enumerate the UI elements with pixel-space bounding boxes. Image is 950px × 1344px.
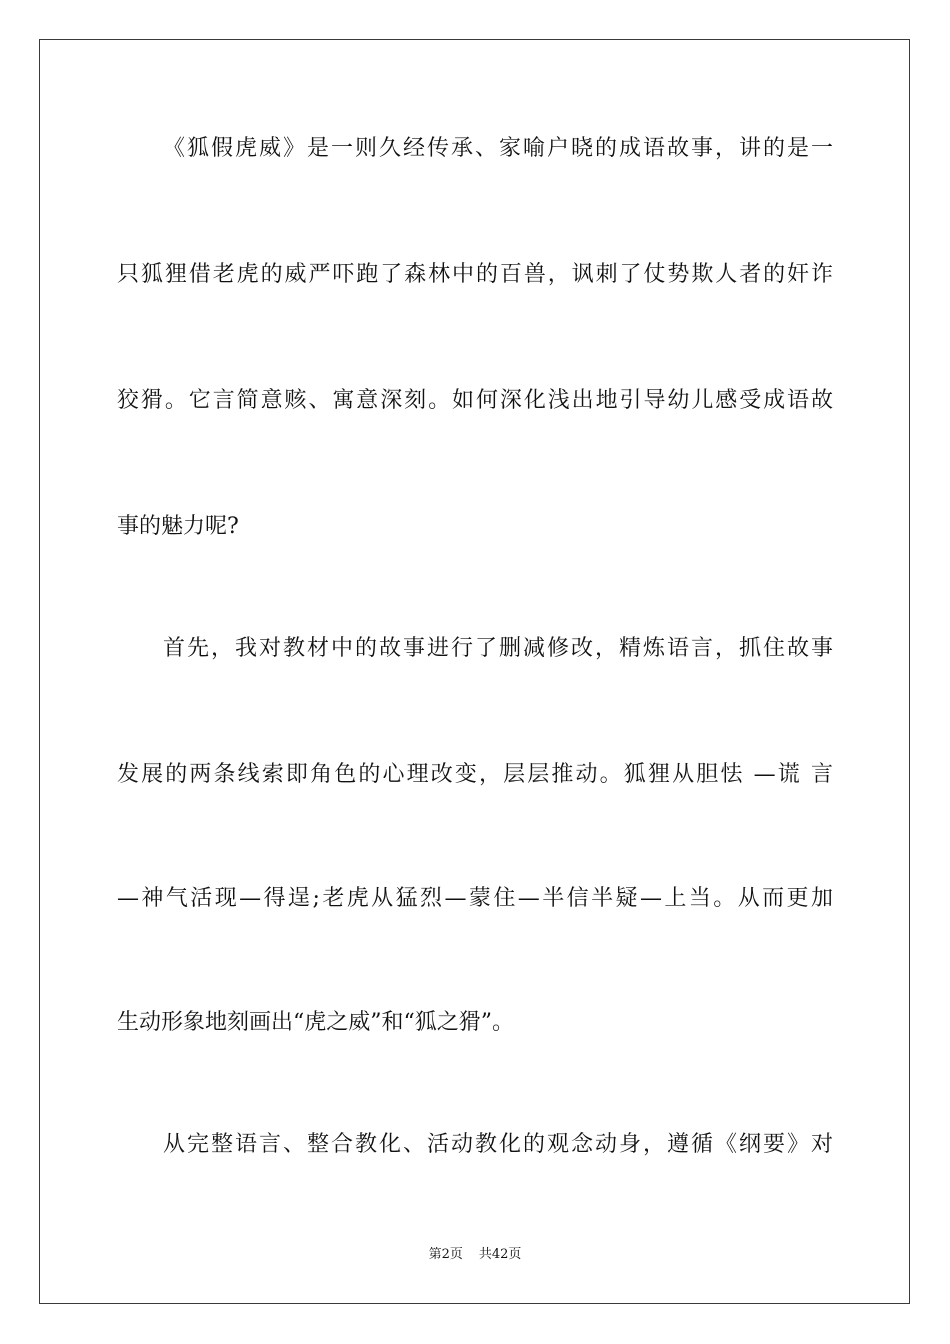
text-line-9: 从完整语言、整合教化、活动教化的观念动身，遵循《纲要》对 [163, 1132, 833, 1157]
text-line-5: 首先，我对教材中的故事进行了删减修改，精炼语言，抓住故事 [163, 636, 833, 661]
text-line-3: 狡猾。它言简意赅、寓意深刻。如何深化浅出地引导幼儿感受成语故 [117, 388, 833, 413]
page-border [39, 39, 910, 1304]
text-line-7: —神气活现—得逞;老虎从猛烈—蒙住—半信半疑—上当。从而更加 [117, 886, 833, 911]
page-total: 共42页 [478, 1247, 522, 1262]
page-footer [0, 1245, 950, 1265]
text-line-6: 发展的两条线索即角色的心理改变，层层推动。狐狸从胆怯 —谎 言 [117, 762, 833, 787]
text-line-1: 《狐假虎威》是一则久经传承、家喻户晓的成语故事，讲的是一 [163, 136, 833, 161]
page-number: 第2页 [428, 1247, 463, 1262]
text-line-2: 只狐狸借老虎的威严吓跑了森林中的百兽，讽刺了仗势欺人者的奸诈 [117, 262, 833, 287]
text-line-8: 生动形象地刻画出“虎之威”和“狐之猾”。 [117, 1010, 514, 1035]
text-line-4: 事的魅力呢? [117, 514, 239, 539]
